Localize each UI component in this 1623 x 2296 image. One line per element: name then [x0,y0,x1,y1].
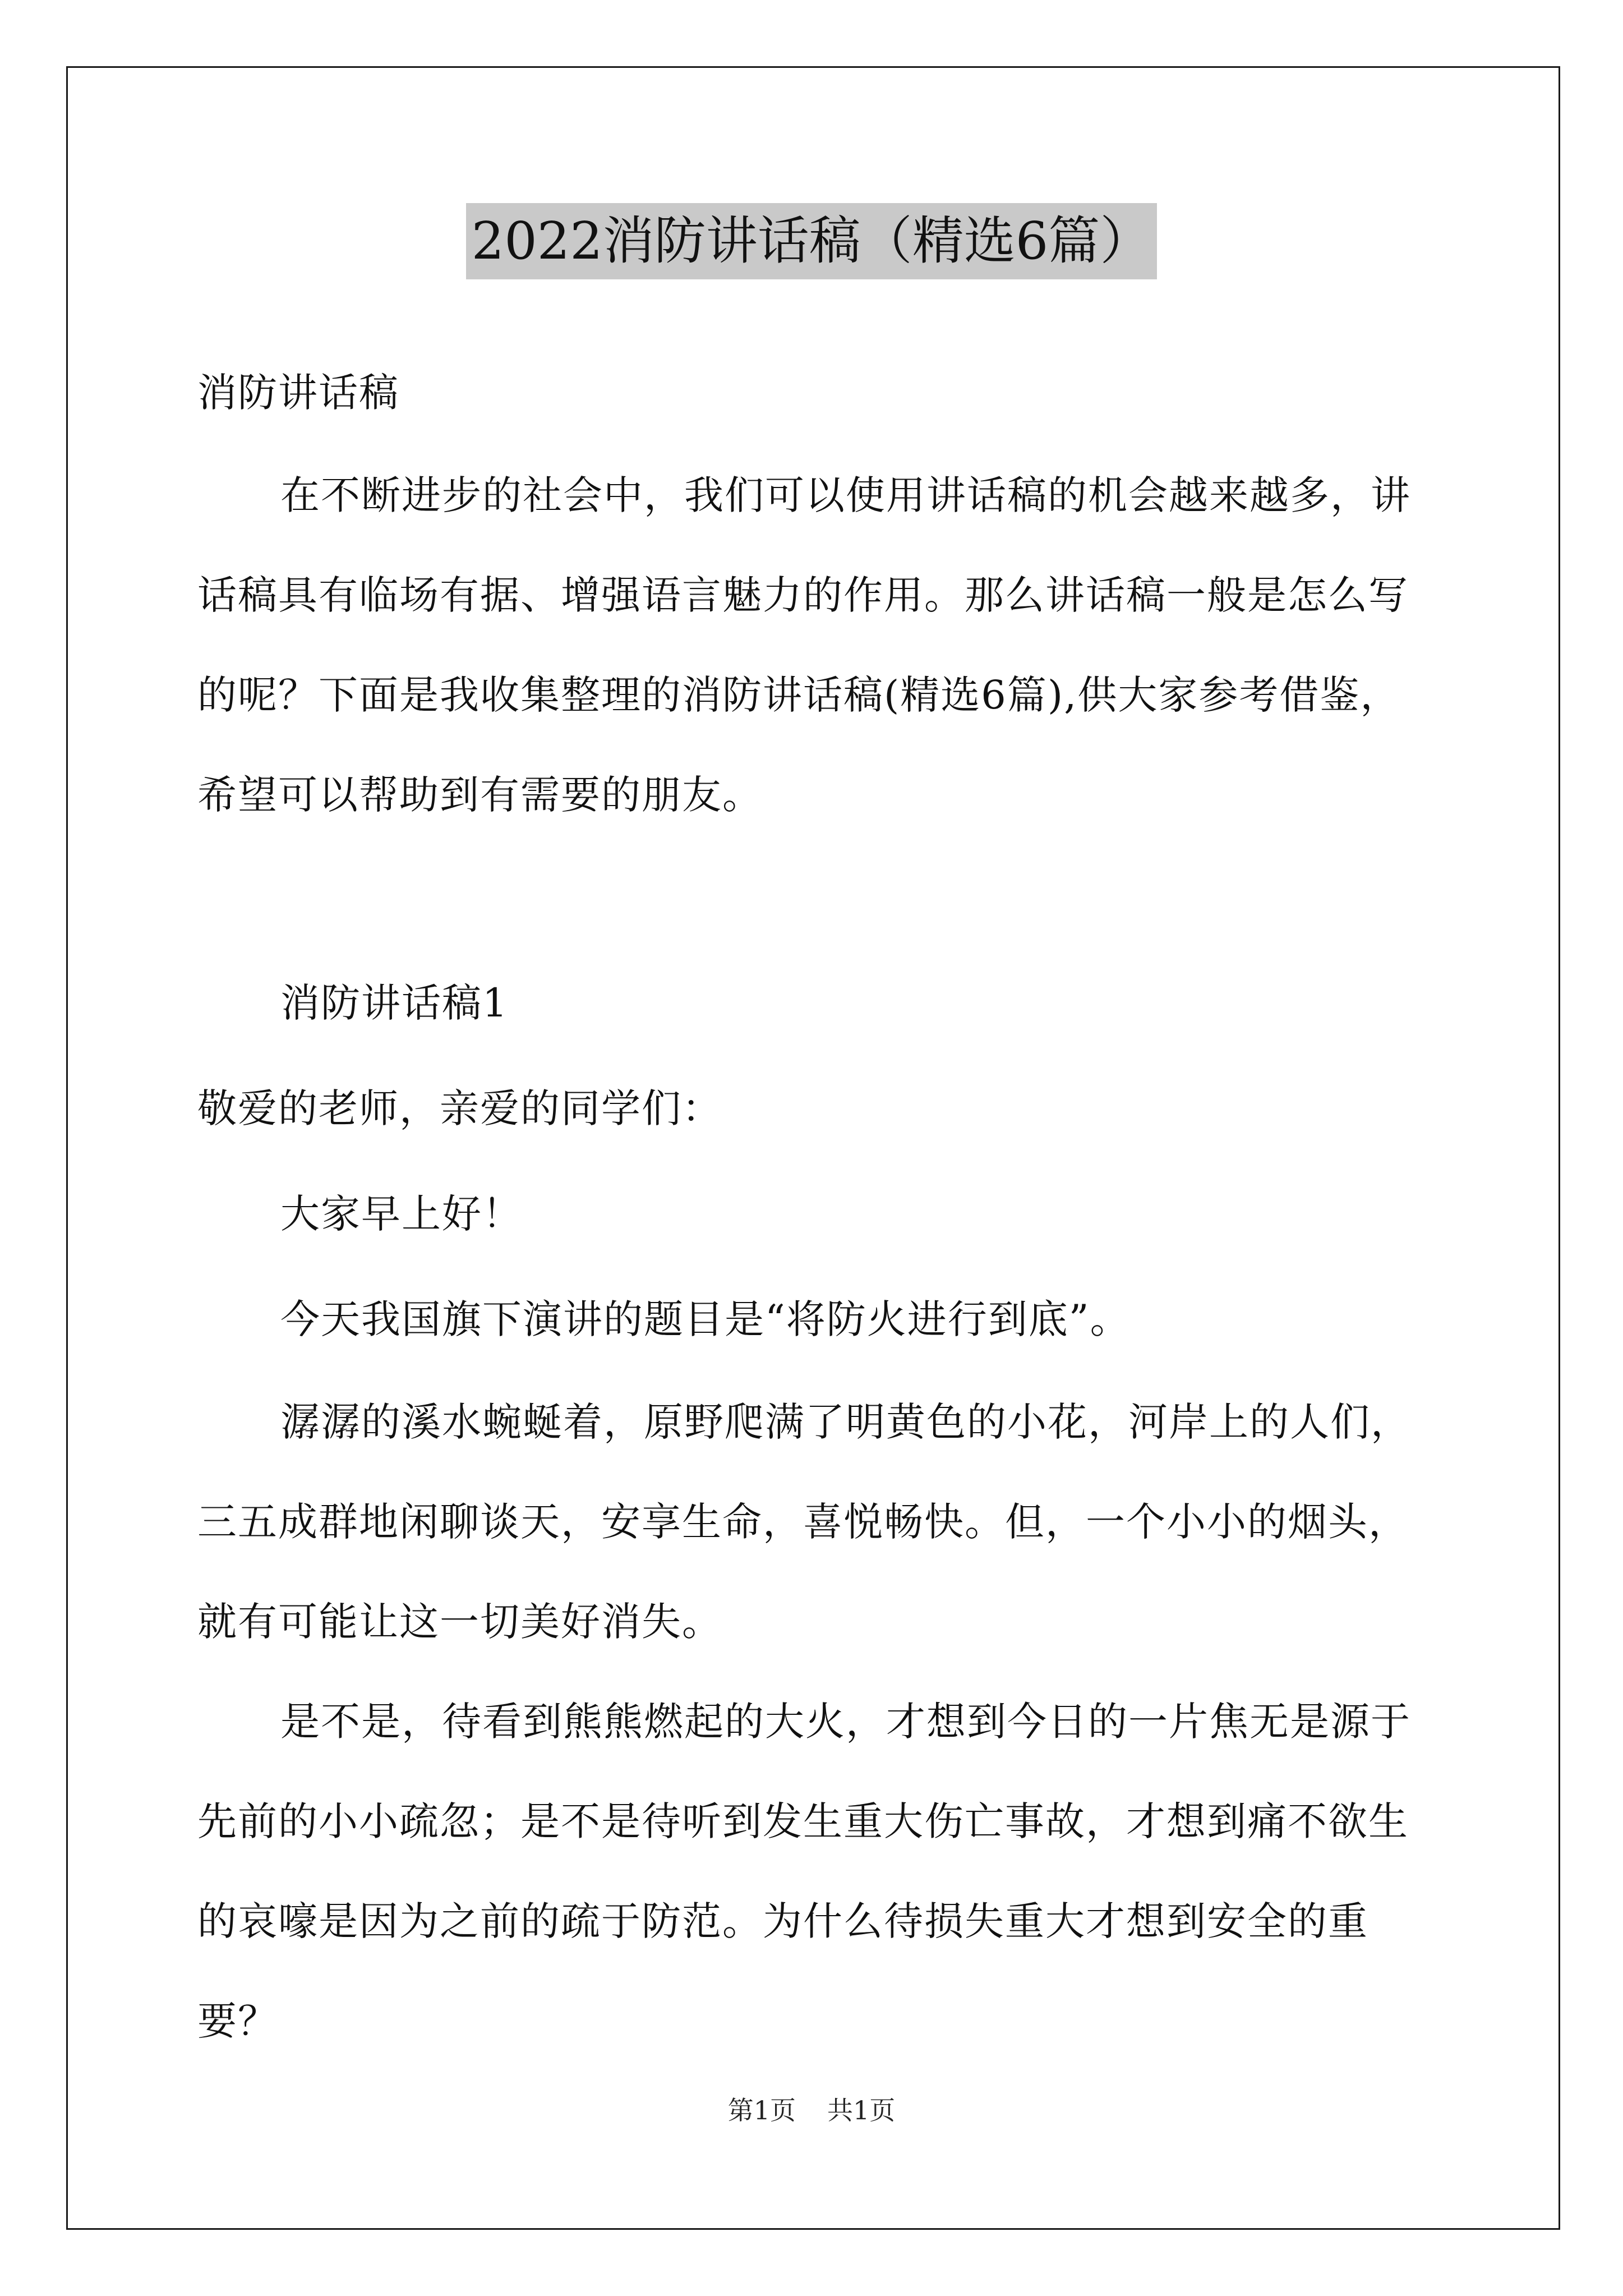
document-title-text: 2022消防讲话稿（精选6篇） [466,203,1158,279]
page-footer [0,2093,1623,2127]
intro-heading: 消防讲话稿 [197,370,399,416]
section-spacer [197,845,1431,950]
section-heading: 消防讲话稿1 [280,980,509,1026]
document-title [0,203,1623,279]
body-paragraph: 潺潺的溪水蜿蜒着，原野爬满了明黄色的小花，河岸上的人们，三五成群地闲聊谈天，安享生命，喜悦畅快。但，一个小小的烟头，就有可能让这一切美好消失。 [197,1399,1411,1645]
page-number: 第1页 [727,2095,796,2125]
page-total: 共1页 [827,2095,896,2125]
greeting: 大家早上好！ [280,1191,523,1237]
salutation: 敬爱的老师，亲爱的同学们： [197,1085,722,1131]
body-paragraph: 今天我国旗下演讲的题目是“将防火进行到底”。 [280,1296,1131,1342]
intro-paragraph: 在不断进步的社会中，我们可以使用讲话稿的机会越来越多，讲话稿具有临场有据、增强语言魅力的作用。那么讲话稿一般是怎么写的呢？下面是我收集整理的消防讲话稿(精选6篇),供大家参考借鉴，希望可以帮助到有需要的朋友。 [197,472,1411,818]
body-paragraph: 是不是，待看到熊熊燃起的大火，才想到今日的一片焦无是源于先前的小小疏忽；是不是待听到发生重大伤亡事故，才想到痛不欲生的哀嚎是因为之前的疏于防范。为什么待损失重大才想到安全的重要？ [197,1699,1411,2044]
document-body [197,340,1431,2071]
